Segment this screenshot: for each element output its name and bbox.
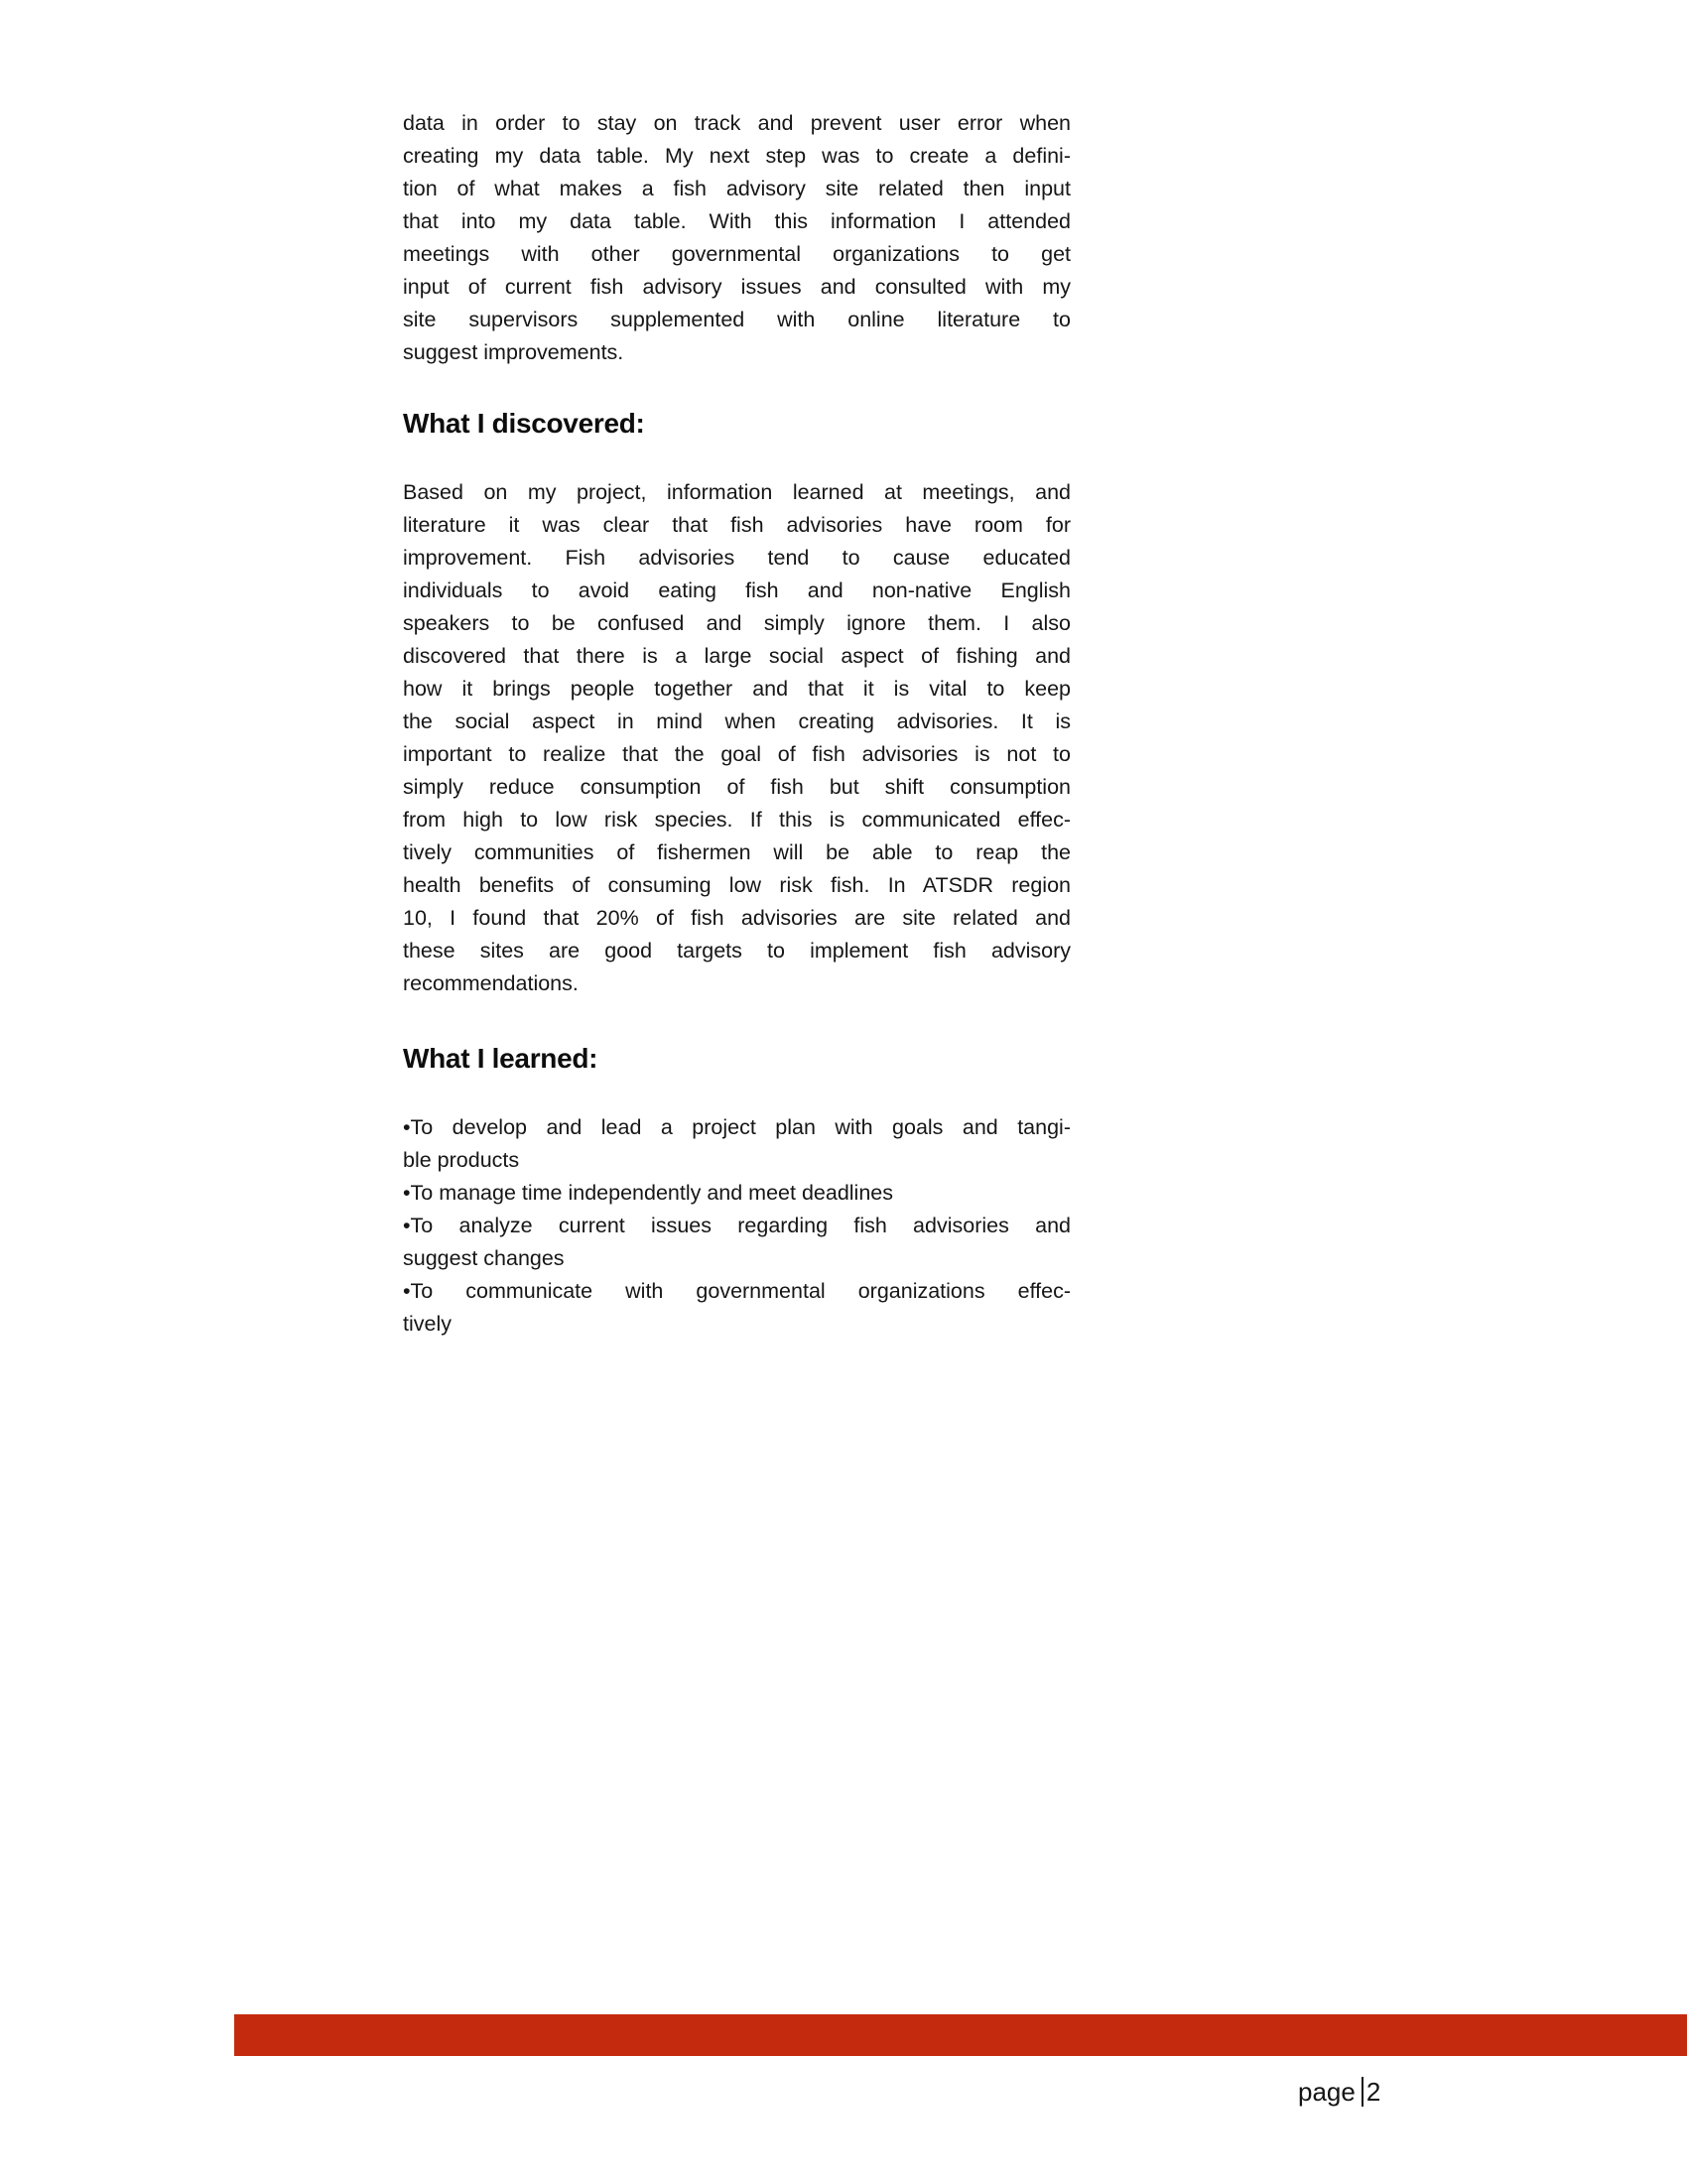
paragraph-line: tion of what makes a fish advisory site related then input [403,177,1071,200]
paragraph-line: creating my data table. My next step was to create a defini- [403,144,1071,168]
paragraph-line: data in order to stay on track and prevent user error when [403,111,1071,135]
heading-what-i-discovered: What I discovered: [403,408,645,439]
list-item-line: •To communicate with governmental organizations effec- [403,1279,1071,1303]
paragraph-line: 10, I found that 20% of fish advisories are site related and [403,906,1071,930]
paragraph-line: improvement. Fish advisories tend to cause educated [403,546,1071,570]
paragraph-line: simply reduce consumption of fish but shift consumption [403,775,1071,799]
paragraph-line: Based on my project, information learned at meetings, and [403,480,1071,504]
paragraph-line: that into my data table. With this information I attended [403,209,1071,233]
paragraph-line: how it brings people together and that it is vital to keep [403,677,1071,701]
paragraph-line: speakers to be confused and simply ignore them. I also [403,611,1071,635]
paragraph-line: literature it was clear that fish advisories have room for [403,513,1071,537]
list-item-line: tively [403,1312,452,1336]
paragraph-line: these sites are good targets to implement fish advisory [403,939,1071,963]
page-number [1298,2077,1380,2107]
paragraph-line: suggest improvements. [403,340,624,364]
paragraph-line: important to realize that the goal of fish advisories is not to [403,742,1071,766]
list-item-line: suggest changes [403,1246,565,1270]
paragraph-line: site supervisors supplemented with online literature to [403,308,1071,331]
paragraph-line: input of current fish advisory issues and consulted with my [403,275,1071,299]
paragraph-line: tively communities of fishermen will be able to reap the [403,840,1071,864]
list-item-line: ble products [403,1148,520,1172]
list-item-line: •To manage time independently and meet deadlines [403,1181,893,1205]
paragraph-line: the social aspect in mind when creating advisories. It is [403,709,1071,733]
footer-accent-bar [234,2014,1687,2056]
paragraph-line: from high to low risk species. If this is communicated effec- [403,808,1071,832]
page-number-value: 2 [1365,2077,1381,2107]
list-item-line: •To analyze current issues regarding fish advisories and [403,1214,1071,1237]
page-separator [1362,2077,1363,2107]
paragraph-line: health benefits of consuming low risk fish. In ATSDR region [403,873,1071,897]
paragraph-line: recommendations. [403,971,579,995]
paragraph-line: meetings with other governmental organizations to get [403,242,1071,266]
paragraph-line: discovered that there is a large social aspect of fishing and [403,644,1071,668]
page-label: page [1298,2077,1356,2107]
paragraph-line: individuals to avoid eating fish and non-native English [403,578,1071,602]
list-item-line: •To develop and lead a project plan with goals and tangi- [403,1115,1071,1139]
heading-what-i-learned: What I learned: [403,1043,598,1074]
